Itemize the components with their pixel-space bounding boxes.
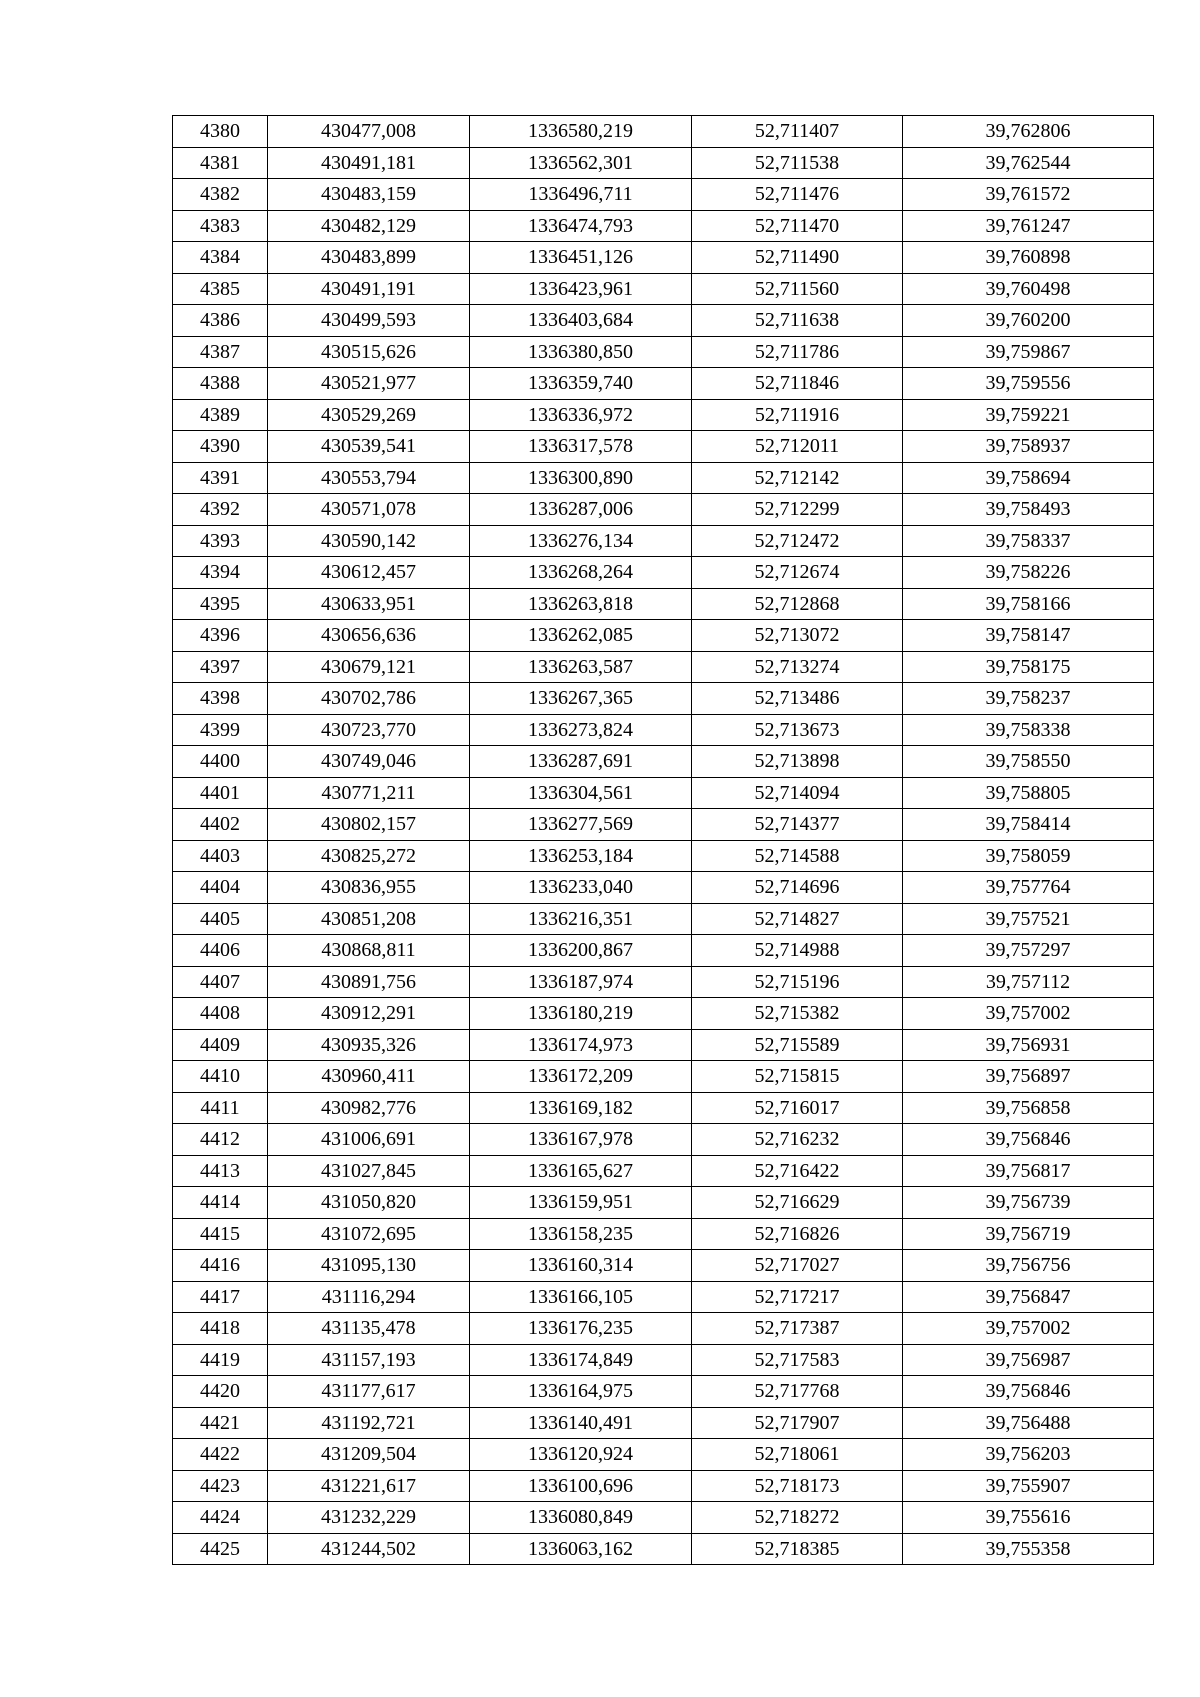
longitude-cell: 39,758237 (903, 683, 1154, 715)
point-number-cell: 4416 (173, 1250, 268, 1282)
x-coordinate-cell: 430477,008 (268, 116, 470, 148)
table-row (173, 147, 1154, 179)
point-number-cell: 4393 (173, 525, 268, 557)
point-number-cell: 4386 (173, 305, 268, 337)
x-coordinate-cell: 431157,193 (268, 1344, 470, 1376)
longitude-cell: 39,756817 (903, 1155, 1154, 1187)
y-coordinate-cell: 1336165,627 (470, 1155, 692, 1187)
latitude-cell: 52,712299 (692, 494, 903, 526)
point-number-cell: 4423 (173, 1470, 268, 1502)
table-row (173, 1344, 1154, 1376)
y-coordinate-cell: 1336063,162 (470, 1533, 692, 1565)
x-coordinate-cell: 430590,142 (268, 525, 470, 557)
longitude-cell: 39,756203 (903, 1439, 1154, 1471)
table-row (173, 399, 1154, 431)
point-number-cell: 4389 (173, 399, 268, 431)
table-row (173, 1470, 1154, 1502)
point-number-cell: 4414 (173, 1187, 268, 1219)
point-number-cell: 4404 (173, 872, 268, 904)
point-number-cell: 4417 (173, 1281, 268, 1313)
table-row (173, 1187, 1154, 1219)
y-coordinate-cell: 1336100,696 (470, 1470, 692, 1502)
x-coordinate-cell: 430612,457 (268, 557, 470, 589)
point-number-cell: 4387 (173, 336, 268, 368)
latitude-cell: 52,711490 (692, 242, 903, 274)
longitude-cell: 39,756739 (903, 1187, 1154, 1219)
longitude-cell: 39,756897 (903, 1061, 1154, 1093)
table-row (173, 179, 1154, 211)
x-coordinate-cell: 430633,951 (268, 588, 470, 620)
latitude-cell: 52,711638 (692, 305, 903, 337)
longitude-cell: 39,760498 (903, 273, 1154, 305)
longitude-cell: 39,756488 (903, 1407, 1154, 1439)
table-row (173, 998, 1154, 1030)
y-coordinate-cell: 1336277,569 (470, 809, 692, 841)
latitude-cell: 52,716017 (692, 1092, 903, 1124)
latitude-cell: 52,716629 (692, 1187, 903, 1219)
point-number-cell: 4418 (173, 1313, 268, 1345)
point-number-cell: 4413 (173, 1155, 268, 1187)
y-coordinate-cell: 1336080,849 (470, 1502, 692, 1534)
table-row (173, 368, 1154, 400)
point-number-cell: 4388 (173, 368, 268, 400)
table-row (173, 872, 1154, 904)
point-number-cell: 4380 (173, 116, 268, 148)
table-row (173, 1029, 1154, 1061)
latitude-cell: 52,718272 (692, 1502, 903, 1534)
coordinates-table (172, 115, 1154, 1565)
y-coordinate-cell: 1336287,006 (470, 494, 692, 526)
y-coordinate-cell: 1336304,561 (470, 777, 692, 809)
x-coordinate-cell: 431135,478 (268, 1313, 470, 1345)
point-number-cell: 4410 (173, 1061, 268, 1093)
y-coordinate-cell: 1336273,824 (470, 714, 692, 746)
latitude-cell: 52,713673 (692, 714, 903, 746)
latitude-cell: 52,713898 (692, 746, 903, 778)
table-row (173, 116, 1154, 148)
point-number-cell: 4382 (173, 179, 268, 211)
longitude-cell: 39,758175 (903, 651, 1154, 683)
y-coordinate-cell: 1336496,711 (470, 179, 692, 211)
x-coordinate-cell: 430836,955 (268, 872, 470, 904)
point-number-cell: 4421 (173, 1407, 268, 1439)
latitude-cell: 52,717768 (692, 1376, 903, 1408)
latitude-cell: 52,711916 (692, 399, 903, 431)
point-number-cell: 4390 (173, 431, 268, 463)
y-coordinate-cell: 1336287,691 (470, 746, 692, 778)
point-number-cell: 4424 (173, 1502, 268, 1534)
table-row (173, 809, 1154, 841)
latitude-cell: 52,717907 (692, 1407, 903, 1439)
longitude-cell: 39,758493 (903, 494, 1154, 526)
point-number-cell: 4385 (173, 273, 268, 305)
table-row (173, 242, 1154, 274)
y-coordinate-cell: 1336216,351 (470, 903, 692, 935)
table-row (173, 1061, 1154, 1093)
table-row (173, 1533, 1154, 1565)
longitude-cell: 39,756846 (903, 1124, 1154, 1156)
table-row (173, 525, 1154, 557)
point-number-cell: 4396 (173, 620, 268, 652)
y-coordinate-cell: 1336180,219 (470, 998, 692, 1030)
table-row (173, 1407, 1154, 1439)
point-number-cell: 4407 (173, 966, 268, 998)
y-coordinate-cell: 1336380,850 (470, 336, 692, 368)
y-coordinate-cell: 1336166,105 (470, 1281, 692, 1313)
x-coordinate-cell: 430982,776 (268, 1092, 470, 1124)
y-coordinate-cell: 1336423,961 (470, 273, 692, 305)
table-row (173, 305, 1154, 337)
point-number-cell: 4409 (173, 1029, 268, 1061)
latitude-cell: 52,717217 (692, 1281, 903, 1313)
y-coordinate-cell: 1336174,973 (470, 1029, 692, 1061)
table-row (173, 840, 1154, 872)
y-coordinate-cell: 1336300,890 (470, 462, 692, 494)
table-row (173, 494, 1154, 526)
latitude-cell: 52,714377 (692, 809, 903, 841)
latitude-cell: 52,711846 (692, 368, 903, 400)
longitude-cell: 39,758059 (903, 840, 1154, 872)
y-coordinate-cell: 1336176,235 (470, 1313, 692, 1345)
table-row (173, 1124, 1154, 1156)
y-coordinate-cell: 1336159,951 (470, 1187, 692, 1219)
point-number-cell: 4398 (173, 683, 268, 715)
longitude-cell: 39,757002 (903, 1313, 1154, 1345)
y-coordinate-cell: 1336158,235 (470, 1218, 692, 1250)
y-coordinate-cell: 1336336,972 (470, 399, 692, 431)
y-coordinate-cell: 1336140,491 (470, 1407, 692, 1439)
point-number-cell: 4415 (173, 1218, 268, 1250)
latitude-cell: 52,712142 (692, 462, 903, 494)
point-number-cell: 4397 (173, 651, 268, 683)
point-number-cell: 4405 (173, 903, 268, 935)
latitude-cell: 52,713072 (692, 620, 903, 652)
y-coordinate-cell: 1336262,085 (470, 620, 692, 652)
latitude-cell: 52,717583 (692, 1344, 903, 1376)
table-row (173, 651, 1154, 683)
latitude-cell: 52,718061 (692, 1439, 903, 1471)
latitude-cell: 52,714588 (692, 840, 903, 872)
table-row (173, 1281, 1154, 1313)
x-coordinate-cell: 431050,820 (268, 1187, 470, 1219)
latitude-cell: 52,715589 (692, 1029, 903, 1061)
point-number-cell: 4392 (173, 494, 268, 526)
x-coordinate-cell: 431116,294 (268, 1281, 470, 1313)
y-coordinate-cell: 1336174,849 (470, 1344, 692, 1376)
x-coordinate-cell: 430553,794 (268, 462, 470, 494)
longitude-cell: 39,757112 (903, 966, 1154, 998)
x-coordinate-cell: 430912,291 (268, 998, 470, 1030)
x-coordinate-cell: 430723,770 (268, 714, 470, 746)
table-row (173, 557, 1154, 589)
x-coordinate-cell: 430702,786 (268, 683, 470, 715)
point-number-cell: 4395 (173, 588, 268, 620)
latitude-cell: 52,712674 (692, 557, 903, 589)
longitude-cell: 39,755358 (903, 1533, 1154, 1565)
longitude-cell: 39,756756 (903, 1250, 1154, 1282)
point-number-cell: 4419 (173, 1344, 268, 1376)
longitude-cell: 39,758937 (903, 431, 1154, 463)
latitude-cell: 52,715196 (692, 966, 903, 998)
longitude-cell: 39,756719 (903, 1218, 1154, 1250)
longitude-cell: 39,759867 (903, 336, 1154, 368)
coordinates-table-body (173, 116, 1154, 1565)
y-coordinate-cell: 1336359,740 (470, 368, 692, 400)
point-number-cell: 4391 (173, 462, 268, 494)
x-coordinate-cell: 430825,272 (268, 840, 470, 872)
longitude-cell: 39,757297 (903, 935, 1154, 967)
x-coordinate-cell: 430571,078 (268, 494, 470, 526)
longitude-cell: 39,759221 (903, 399, 1154, 431)
latitude-cell: 52,714696 (692, 872, 903, 904)
table-row (173, 903, 1154, 935)
longitude-cell: 39,758550 (903, 746, 1154, 778)
table-row (173, 1502, 1154, 1534)
y-coordinate-cell: 1336160,314 (470, 1250, 692, 1282)
longitude-cell: 39,758694 (903, 462, 1154, 494)
latitude-cell: 52,712472 (692, 525, 903, 557)
x-coordinate-cell: 430483,899 (268, 242, 470, 274)
x-coordinate-cell: 430656,636 (268, 620, 470, 652)
point-number-cell: 4420 (173, 1376, 268, 1408)
point-number-cell: 4381 (173, 147, 268, 179)
table-row (173, 588, 1154, 620)
point-number-cell: 4412 (173, 1124, 268, 1156)
table-row (173, 210, 1154, 242)
longitude-cell: 39,758147 (903, 620, 1154, 652)
y-coordinate-cell: 1336268,264 (470, 557, 692, 589)
y-coordinate-cell: 1336120,924 (470, 1439, 692, 1471)
longitude-cell: 39,758414 (903, 809, 1154, 841)
y-coordinate-cell: 1336253,184 (470, 840, 692, 872)
x-coordinate-cell: 431027,845 (268, 1155, 470, 1187)
x-coordinate-cell: 430749,046 (268, 746, 470, 778)
y-coordinate-cell: 1336164,975 (470, 1376, 692, 1408)
latitude-cell: 52,715382 (692, 998, 903, 1030)
longitude-cell: 39,758166 (903, 588, 1154, 620)
y-coordinate-cell: 1336200,867 (470, 935, 692, 967)
point-number-cell: 4422 (173, 1439, 268, 1471)
latitude-cell: 52,718173 (692, 1470, 903, 1502)
latitude-cell: 52,718385 (692, 1533, 903, 1565)
point-number-cell: 4384 (173, 242, 268, 274)
table-row (173, 746, 1154, 778)
latitude-cell: 52,711560 (692, 273, 903, 305)
latitude-cell: 52,712011 (692, 431, 903, 463)
latitude-cell: 52,711786 (692, 336, 903, 368)
table-row (173, 1092, 1154, 1124)
x-coordinate-cell: 430529,269 (268, 399, 470, 431)
table-row (173, 714, 1154, 746)
latitude-cell: 52,713486 (692, 683, 903, 715)
table-row (173, 1376, 1154, 1408)
latitude-cell: 52,711476 (692, 179, 903, 211)
y-coordinate-cell: 1336317,578 (470, 431, 692, 463)
x-coordinate-cell: 430802,157 (268, 809, 470, 841)
x-coordinate-cell: 430868,811 (268, 935, 470, 967)
latitude-cell: 52,714988 (692, 935, 903, 967)
point-number-cell: 4400 (173, 746, 268, 778)
point-number-cell: 4403 (173, 840, 268, 872)
y-coordinate-cell: 1336276,134 (470, 525, 692, 557)
table-row (173, 1439, 1154, 1471)
longitude-cell: 39,756931 (903, 1029, 1154, 1061)
x-coordinate-cell: 431192,721 (268, 1407, 470, 1439)
y-coordinate-cell: 1336233,040 (470, 872, 692, 904)
x-coordinate-cell: 431209,504 (268, 1439, 470, 1471)
table-row (173, 966, 1154, 998)
point-number-cell: 4401 (173, 777, 268, 809)
point-number-cell: 4411 (173, 1092, 268, 1124)
longitude-cell: 39,757002 (903, 998, 1154, 1030)
table-row (173, 777, 1154, 809)
longitude-cell: 39,757764 (903, 872, 1154, 904)
y-coordinate-cell: 1336263,587 (470, 651, 692, 683)
x-coordinate-cell: 431177,617 (268, 1376, 470, 1408)
y-coordinate-cell: 1336167,978 (470, 1124, 692, 1156)
x-coordinate-cell: 431244,502 (268, 1533, 470, 1565)
latitude-cell: 52,711407 (692, 116, 903, 148)
x-coordinate-cell: 430491,191 (268, 273, 470, 305)
x-coordinate-cell: 430935,326 (268, 1029, 470, 1061)
table-row (173, 336, 1154, 368)
table-row (173, 431, 1154, 463)
y-coordinate-cell: 1336267,365 (470, 683, 692, 715)
longitude-cell: 39,755907 (903, 1470, 1154, 1502)
latitude-cell: 52,716422 (692, 1155, 903, 1187)
table-row (173, 462, 1154, 494)
table-row (173, 683, 1154, 715)
y-coordinate-cell: 1336403,684 (470, 305, 692, 337)
latitude-cell: 52,714827 (692, 903, 903, 935)
longitude-cell: 39,758337 (903, 525, 1154, 557)
x-coordinate-cell: 430771,211 (268, 777, 470, 809)
point-number-cell: 4406 (173, 935, 268, 967)
y-coordinate-cell: 1336474,793 (470, 210, 692, 242)
table-row (173, 1155, 1154, 1187)
x-coordinate-cell: 431221,617 (268, 1470, 470, 1502)
y-coordinate-cell: 1336263,818 (470, 588, 692, 620)
x-coordinate-cell: 430483,159 (268, 179, 470, 211)
latitude-cell: 52,716232 (692, 1124, 903, 1156)
table-row (173, 1218, 1154, 1250)
longitude-cell: 39,761572 (903, 179, 1154, 211)
longitude-cell: 39,759556 (903, 368, 1154, 400)
latitude-cell: 52,715815 (692, 1061, 903, 1093)
y-coordinate-cell: 1336451,126 (470, 242, 692, 274)
x-coordinate-cell: 430521,977 (268, 368, 470, 400)
latitude-cell: 52,716826 (692, 1218, 903, 1250)
x-coordinate-cell: 430482,129 (268, 210, 470, 242)
longitude-cell: 39,762806 (903, 116, 1154, 148)
longitude-cell: 39,758805 (903, 777, 1154, 809)
longitude-cell: 39,761247 (903, 210, 1154, 242)
x-coordinate-cell: 430515,626 (268, 336, 470, 368)
point-number-cell: 4402 (173, 809, 268, 841)
table-row (173, 1313, 1154, 1345)
latitude-cell: 52,713274 (692, 651, 903, 683)
x-coordinate-cell: 430491,181 (268, 147, 470, 179)
longitude-cell: 39,762544 (903, 147, 1154, 179)
longitude-cell: 39,760200 (903, 305, 1154, 337)
latitude-cell: 52,717387 (692, 1313, 903, 1345)
x-coordinate-cell: 431006,691 (268, 1124, 470, 1156)
table-row (173, 273, 1154, 305)
y-coordinate-cell: 1336580,219 (470, 116, 692, 148)
longitude-cell: 39,755616 (903, 1502, 1154, 1534)
longitude-cell: 39,757521 (903, 903, 1154, 935)
y-coordinate-cell: 1336562,301 (470, 147, 692, 179)
point-number-cell: 4399 (173, 714, 268, 746)
point-number-cell: 4383 (173, 210, 268, 242)
latitude-cell: 52,712868 (692, 588, 903, 620)
x-coordinate-cell: 430851,208 (268, 903, 470, 935)
point-number-cell: 4394 (173, 557, 268, 589)
longitude-cell: 39,758338 (903, 714, 1154, 746)
latitude-cell: 52,711538 (692, 147, 903, 179)
x-coordinate-cell: 431232,229 (268, 1502, 470, 1534)
x-coordinate-cell: 431095,130 (268, 1250, 470, 1282)
longitude-cell: 39,756846 (903, 1376, 1154, 1408)
latitude-cell: 52,711470 (692, 210, 903, 242)
y-coordinate-cell: 1336187,974 (470, 966, 692, 998)
x-coordinate-cell: 430499,593 (268, 305, 470, 337)
y-coordinate-cell: 1336172,209 (470, 1061, 692, 1093)
longitude-cell: 39,758226 (903, 557, 1154, 589)
longitude-cell: 39,756847 (903, 1281, 1154, 1313)
point-number-cell: 4425 (173, 1533, 268, 1565)
latitude-cell: 52,717027 (692, 1250, 903, 1282)
longitude-cell: 39,756858 (903, 1092, 1154, 1124)
x-coordinate-cell: 430679,121 (268, 651, 470, 683)
longitude-cell: 39,760898 (903, 242, 1154, 274)
y-coordinate-cell: 1336169,182 (470, 1092, 692, 1124)
latitude-cell: 52,714094 (692, 777, 903, 809)
longitude-cell: 39,756987 (903, 1344, 1154, 1376)
x-coordinate-cell: 430960,411 (268, 1061, 470, 1093)
table-row (173, 935, 1154, 967)
x-coordinate-cell: 431072,695 (268, 1218, 470, 1250)
point-number-cell: 4408 (173, 998, 268, 1030)
x-coordinate-cell: 430539,541 (268, 431, 470, 463)
table-row (173, 1250, 1154, 1282)
x-coordinate-cell: 430891,756 (268, 966, 470, 998)
table-row (173, 620, 1154, 652)
